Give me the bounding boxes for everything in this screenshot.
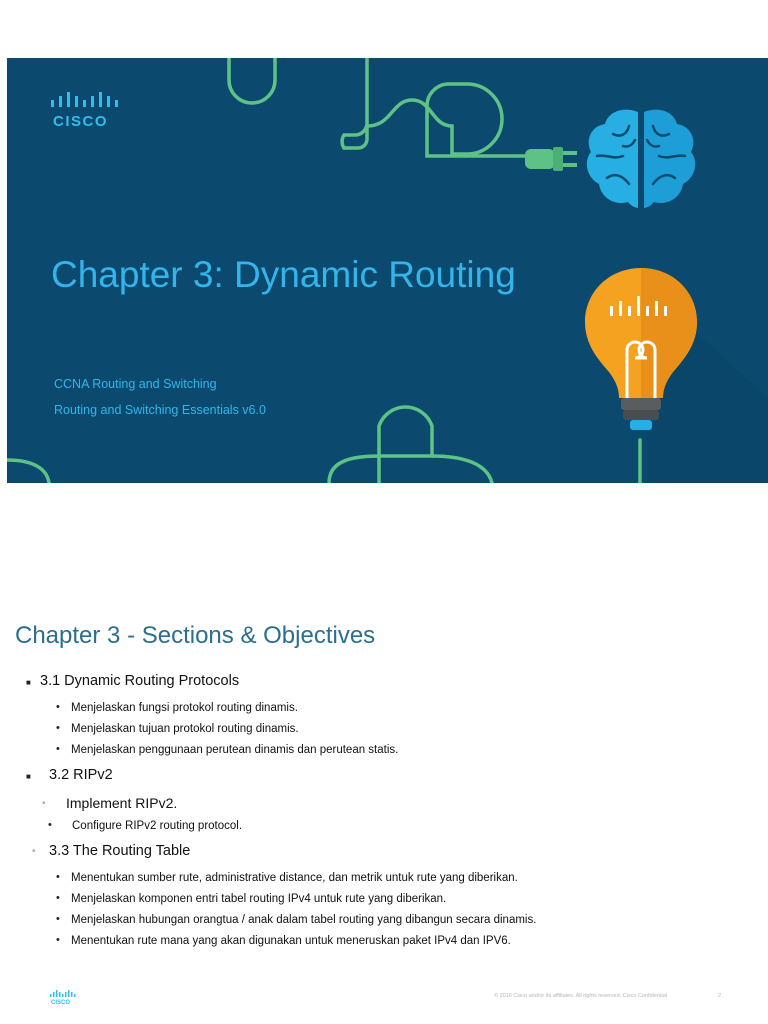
slide-title: Chapter 3: Dynamic Routing	[51, 254, 516, 295]
objective-item: Configure RIPv2 routing protocol.	[72, 820, 243, 832]
objectives-slide	[0, 600, 768, 1024]
section-subheading: Implement RIPv2.	[66, 795, 178, 811]
objective-item: Menjelaskan penggunaan perutean dinamis dan perutean statis.	[71, 744, 399, 756]
copyright-footer: © 2016 Cisco and/or its affiliates. All rights reserved. Cisco Confidential	[494, 993, 668, 999]
dot-bullet-icon: •	[56, 701, 60, 713]
dot-bullet-icon: •	[56, 871, 60, 883]
objective-item: Menentukan sumber rute, administrative distance, dan metrik untuk rute yang diberikan.	[71, 872, 518, 884]
dot-bullet-icon: •	[56, 913, 60, 925]
lightbulb-icon	[583, 266, 699, 442]
dot-bullet-icon: •	[56, 892, 60, 904]
section-heading: 3.1 Dynamic Routing Protocols	[40, 673, 240, 689]
dot-bullet-icon: •	[56, 722, 60, 734]
dot-bullet-icon: •	[56, 934, 60, 946]
plug-icon	[525, 144, 580, 174]
title-slide	[7, 58, 768, 483]
objective-item: Menjelaskan fungsi protokol routing dinamis.	[71, 702, 298, 714]
svg-text:CISCO: CISCO	[51, 1000, 71, 1004]
square-bullet-icon: ■	[26, 772, 31, 781]
section-heading: 3.2 RIPv2	[49, 767, 113, 783]
page-number: 2	[718, 993, 722, 999]
square-bullet-icon: ■	[26, 678, 31, 687]
dot-bullet-icon: •	[48, 819, 52, 831]
brain-icon	[583, 104, 699, 212]
section-heading: 3.3 The Routing Table	[49, 843, 191, 859]
dot-bullet-icon: •	[42, 798, 46, 809]
cisco-logo-text: CISCO	[53, 113, 109, 130]
course-name: CCNA Routing and Switching	[54, 377, 217, 391]
objective-item: Menentukan rute mana yang akan digunakan untuk meneruskan paket IPv4 dan IPV6.	[71, 935, 511, 947]
footer-cisco-logo-icon	[50, 990, 76, 1004]
dot-bullet-icon: •	[56, 743, 60, 755]
objective-item: Menjelaskan hubungan orangtua / anak dalam tabel routing yang dibangun secara dinamis.	[71, 914, 537, 926]
objective-item: Menjelaskan tujuan protokol routing dinamis.	[71, 723, 299, 735]
objectives-title: Chapter 3 - Sections & Objectives	[15, 622, 376, 649]
course-edition: Routing and Switching Essentials v6.0	[54, 403, 266, 417]
objective-item: Menjelaskan komponen entri tabel routing IPv4 untuk rute yang diberikan.	[71, 893, 447, 905]
cisco-logo-icon	[51, 92, 119, 112]
dot-bullet-icon: •	[32, 846, 36, 857]
